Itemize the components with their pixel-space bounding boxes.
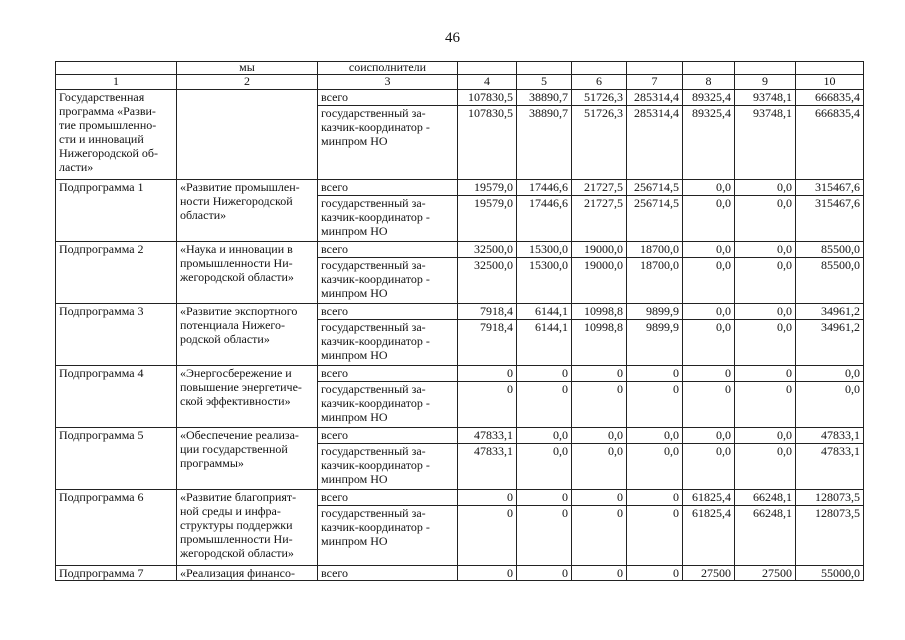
value-cell: 0,0 (735, 196, 796, 242)
program-cell: Подпрограмма 7 (56, 566, 177, 581)
value-cell: 256714,5 (627, 180, 683, 196)
subprogram-name-cell: «Развитие промышлен- ности Нижегородской области» (177, 180, 318, 242)
value-cell: 85500,0 (796, 242, 864, 258)
value-cell: 0,0 (683, 258, 735, 304)
value-cell: 0,0 (683, 242, 735, 258)
value-cell: 666835,4 (796, 90, 864, 106)
value-cell: 0,0 (796, 366, 864, 382)
header-cell (796, 62, 864, 75)
executor-cell: государственный за- казчик-координатор - минпром НО (318, 196, 458, 242)
value-cell: 666835,4 (796, 106, 864, 180)
header-cell: 7 (627, 75, 683, 90)
value-cell: 0 (517, 382, 572, 428)
value-cell: 7918,4 (458, 320, 517, 366)
executor-cell: всего (318, 180, 458, 196)
value-cell: 38890,7 (517, 90, 572, 106)
executor-cell: всего (318, 428, 458, 444)
value-cell: 0 (458, 490, 517, 506)
value-cell: 0 (458, 506, 517, 566)
header-cell: 10 (796, 75, 864, 90)
value-cell: 0 (735, 382, 796, 428)
value-cell: 51726,3 (572, 90, 627, 106)
value-cell: 0,0 (517, 444, 572, 490)
executor-cell: всего (318, 304, 458, 320)
value-cell: 0,0 (683, 180, 735, 196)
value-cell: 47833,1 (458, 428, 517, 444)
table-row (56, 90, 864, 106)
value-cell: 10998,8 (572, 320, 627, 366)
header-cell: 6 (572, 75, 627, 90)
value-cell: 19579,0 (458, 196, 517, 242)
executor-cell: государственный за- казчик-координатор - минпром НО (318, 506, 458, 566)
value-cell: 93748,1 (735, 106, 796, 180)
program-cell: Подпрограмма 1 (56, 180, 177, 242)
header-cell (627, 62, 683, 75)
value-cell: 107830,5 (458, 90, 517, 106)
value-cell: 32500,0 (458, 242, 517, 258)
value-cell: 93748,1 (735, 90, 796, 106)
value-cell: 34961,2 (796, 304, 864, 320)
value-cell: 0 (572, 490, 627, 506)
executor-cell: государственный за- казчик-координатор - минпром НО (318, 382, 458, 428)
value-cell: 61825,4 (683, 490, 735, 506)
value-cell: 0 (627, 506, 683, 566)
header-row (56, 62, 864, 75)
value-cell: 0,0 (683, 320, 735, 366)
subprogram-name-cell: «Реализация финансо- (177, 566, 318, 581)
value-cell: 0,0 (735, 320, 796, 366)
value-cell: 0,0 (735, 258, 796, 304)
header-cell: соисполнители (318, 62, 458, 75)
value-cell: 66248,1 (735, 490, 796, 506)
value-cell: 0,0 (572, 428, 627, 444)
value-cell: 285314,4 (627, 90, 683, 106)
executor-cell: государственный за- казчик-координатор - минпром НО (318, 320, 458, 366)
value-cell: 0,0 (683, 444, 735, 490)
header-cell (572, 62, 627, 75)
subprogram-name-cell: «Развитие благоприят- ной среды и инфра- структуры поддержки промышленности Ни- жегородской области» (177, 490, 318, 566)
value-cell: 51726,3 (572, 106, 627, 180)
table-row (56, 428, 864, 444)
value-cell: 0 (517, 366, 572, 382)
page-number: 46 (445, 30, 460, 46)
value-cell: 9899,9 (627, 304, 683, 320)
value-cell: 0 (517, 490, 572, 506)
header-cell: 5 (517, 75, 572, 90)
executor-cell: государственный за- казчик-координатор - минпром НО (318, 258, 458, 304)
value-cell: 89325,4 (683, 90, 735, 106)
executor-cell: всего (318, 90, 458, 106)
table-row (56, 242, 864, 258)
executor-cell: всего (318, 242, 458, 258)
program-cell: Государственная программа «Разви- тие промышленно- сти и инноваций Нижегородской об- ласти» (56, 90, 177, 180)
value-cell: 61825,4 (683, 506, 735, 566)
program-cell: Подпрограмма 3 (56, 304, 177, 366)
value-cell: 0,0 (735, 428, 796, 444)
executor-cell: государственный за- казчик-координатор - минпром НО (318, 444, 458, 490)
value-cell: 10998,8 (572, 304, 627, 320)
value-cell: 27500 (735, 566, 796, 581)
value-cell: 0,0 (572, 444, 627, 490)
value-cell: 0 (683, 366, 735, 382)
value-cell: 18700,0 (627, 258, 683, 304)
subprogram-name-cell (177, 90, 318, 180)
value-cell: 256714,5 (627, 196, 683, 242)
value-cell: 0,0 (683, 196, 735, 242)
header-row (56, 75, 864, 90)
header-cell: 3 (318, 75, 458, 90)
program-cell: Подпрограмма 4 (56, 366, 177, 428)
value-cell: 47833,1 (796, 444, 864, 490)
value-cell: 0 (517, 506, 572, 566)
value-cell: 0 (572, 382, 627, 428)
value-cell: 0,0 (796, 382, 864, 428)
budget-table (55, 61, 864, 581)
value-cell: 19000,0 (572, 258, 627, 304)
value-cell: 38890,7 (517, 106, 572, 180)
table-row (56, 490, 864, 506)
value-cell: 47833,1 (458, 444, 517, 490)
value-cell: 0 (735, 366, 796, 382)
header-cell: 4 (458, 75, 517, 90)
subprogram-name-cell: «Наука и инновации в промышленности Ни- жегородской области» (177, 242, 318, 304)
value-cell: 0,0 (735, 444, 796, 490)
value-cell: 0 (683, 382, 735, 428)
value-cell: 285314,4 (627, 106, 683, 180)
program-cell: Подпрограмма 5 (56, 428, 177, 490)
value-cell: 0 (572, 366, 627, 382)
value-cell: 7918,4 (458, 304, 517, 320)
header-cell: мы (177, 62, 318, 75)
value-cell: 0,0 (735, 242, 796, 258)
value-cell: 0 (458, 382, 517, 428)
value-cell: 0,0 (683, 428, 735, 444)
value-cell: 0 (627, 382, 683, 428)
table-body (56, 62, 864, 581)
value-cell: 9899,9 (627, 320, 683, 366)
value-cell: 55000,0 (796, 566, 864, 581)
value-cell: 47833,1 (796, 428, 864, 444)
header-cell: 8 (683, 75, 735, 90)
table-row (56, 366, 864, 382)
subprogram-name-cell: «Развитие экспортного потенциала Нижего- родской области» (177, 304, 318, 366)
program-cell: Подпрограмма 2 (56, 242, 177, 304)
header-cell (683, 62, 735, 75)
executor-cell: всего (318, 366, 458, 382)
value-cell: 27500 (683, 566, 735, 581)
value-cell: 34961,2 (796, 320, 864, 366)
value-cell: 0,0 (627, 444, 683, 490)
value-cell: 0,0 (683, 304, 735, 320)
value-cell: 21727,5 (572, 180, 627, 196)
header-cell: 9 (735, 75, 796, 90)
header-cell (517, 62, 572, 75)
value-cell: 15300,0 (517, 258, 572, 304)
value-cell: 6144,1 (517, 304, 572, 320)
value-cell: 315467,6 (796, 180, 864, 196)
subprogram-name-cell: «Обеспечение реализа- ции государственной программы» (177, 428, 318, 490)
value-cell: 0 (458, 366, 517, 382)
subprogram-name-cell: «Энергосбережение и повышение энергетиче- ской эффективности» (177, 366, 318, 428)
value-cell: 0,0 (627, 428, 683, 444)
table-row (56, 304, 864, 320)
value-cell: 19579,0 (458, 180, 517, 196)
value-cell: 0,0 (735, 304, 796, 320)
value-cell: 89325,4 (683, 106, 735, 180)
table-row (56, 566, 864, 581)
value-cell: 19000,0 (572, 242, 627, 258)
value-cell: 17446,6 (517, 180, 572, 196)
value-cell: 0 (458, 566, 517, 581)
value-cell: 0 (627, 366, 683, 382)
value-cell: 6144,1 (517, 320, 572, 366)
value-cell: 15300,0 (517, 242, 572, 258)
executor-cell: государственный за- казчик-координатор - минпром НО (318, 106, 458, 180)
value-cell: 0 (627, 566, 683, 581)
header-cell: 2 (177, 75, 318, 90)
executor-cell: всего (318, 490, 458, 506)
header-cell: 1 (56, 75, 177, 90)
value-cell: 0 (572, 566, 627, 581)
value-cell: 21727,5 (572, 196, 627, 242)
value-cell: 0,0 (517, 428, 572, 444)
value-cell: 128073,5 (796, 506, 864, 566)
header-cell (458, 62, 517, 75)
value-cell: 0 (517, 566, 572, 581)
value-cell: 107830,5 (458, 106, 517, 180)
value-cell: 0 (572, 506, 627, 566)
table-row (56, 180, 864, 196)
value-cell: 17446,6 (517, 196, 572, 242)
value-cell: 0 (627, 490, 683, 506)
program-cell: Подпрограмма 6 (56, 490, 177, 566)
value-cell: 85500,0 (796, 258, 864, 304)
header-cell (735, 62, 796, 75)
value-cell: 66248,1 (735, 506, 796, 566)
value-cell: 128073,5 (796, 490, 864, 506)
value-cell: 18700,0 (627, 242, 683, 258)
value-cell: 32500,0 (458, 258, 517, 304)
value-cell: 0,0 (735, 180, 796, 196)
value-cell: 315467,6 (796, 196, 864, 242)
header-cell (56, 62, 177, 75)
executor-cell: всего (318, 566, 458, 581)
